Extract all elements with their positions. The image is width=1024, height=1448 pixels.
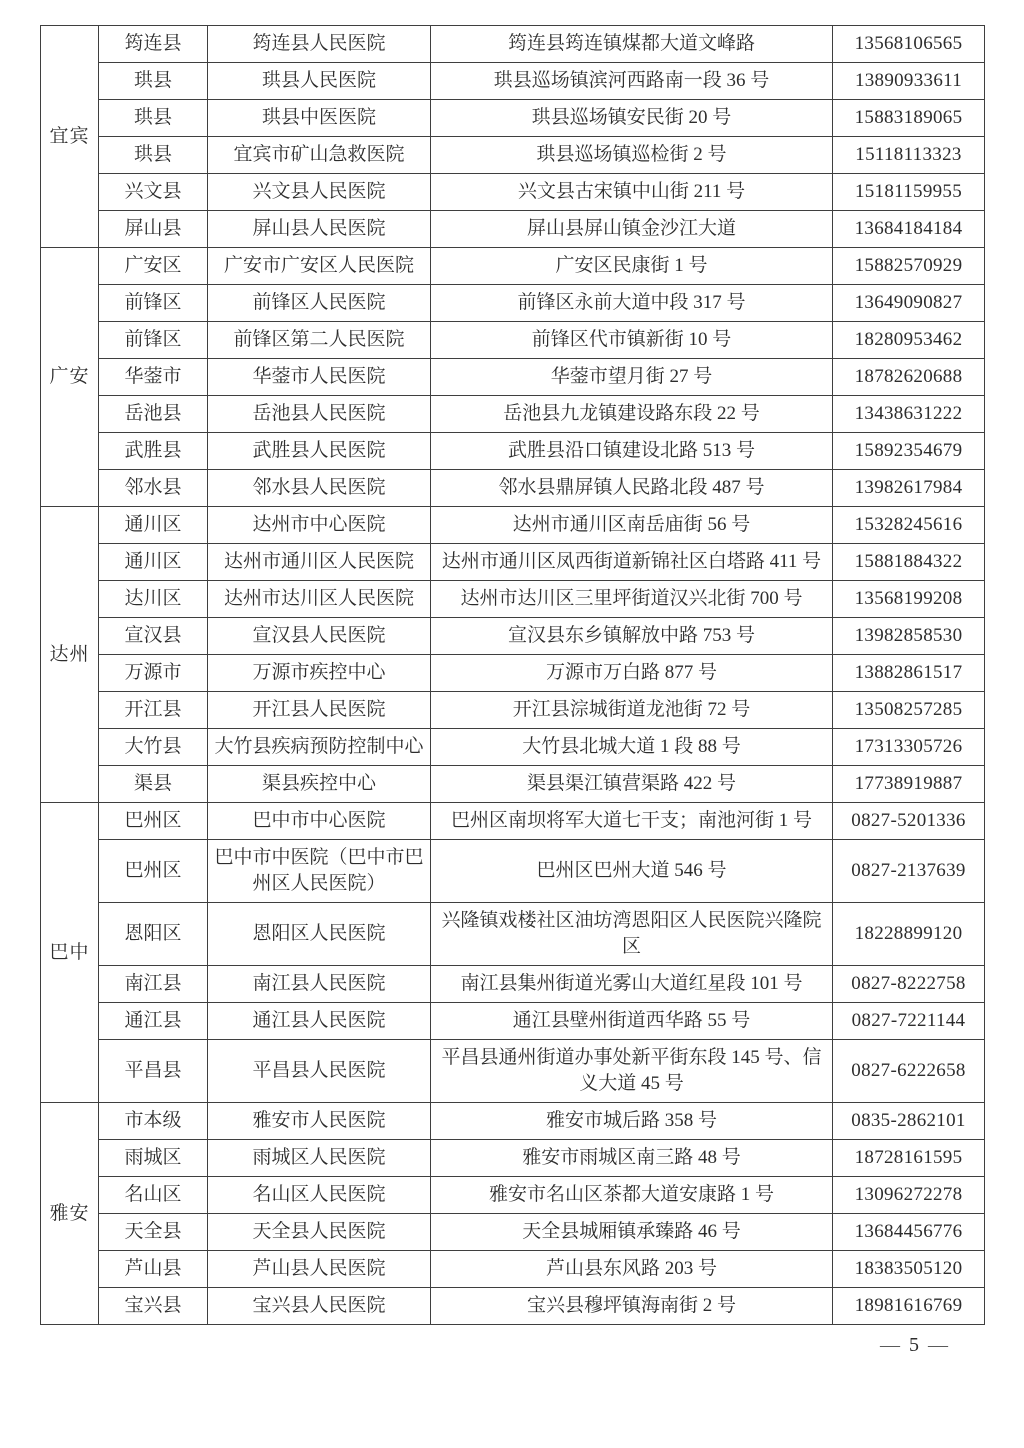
table-row <box>41 544 985 581</box>
address-cell: 巴州区南坝将军大道七干支；南池河街 1 号 <box>431 803 833 840</box>
phone-cell: 0827-2137639 <box>833 840 985 903</box>
district-cell: 屏山县 <box>99 211 208 248</box>
phone-cell: 13568199208 <box>833 581 985 618</box>
hospital-cell: 广安市广安区人民医院 <box>208 248 431 285</box>
district-cell: 通川区 <box>99 544 208 581</box>
table-row <box>41 618 985 655</box>
table-row <box>41 1177 985 1214</box>
table-row <box>41 396 985 433</box>
hospital-cell: 恩阳区人民医院 <box>208 903 431 966</box>
hospital-cell: 芦山县人民医院 <box>208 1251 431 1288</box>
table-row <box>41 1003 985 1040</box>
district-cell: 大竹县 <box>99 729 208 766</box>
district-cell: 巴州区 <box>99 803 208 840</box>
phone-cell: 17738919887 <box>833 766 985 803</box>
table-row <box>41 248 985 285</box>
hospital-cell: 前锋区第二人民医院 <box>208 322 431 359</box>
city-cell: 广安 <box>41 248 99 507</box>
phone-cell: 13684456776 <box>833 1214 985 1251</box>
phone-cell: 18728161595 <box>833 1140 985 1177</box>
district-cell: 珙县 <box>99 100 208 137</box>
hospital-contact-table <box>40 25 985 1325</box>
phone-cell: 15892354679 <box>833 433 985 470</box>
phone-cell: 13882861517 <box>833 655 985 692</box>
district-cell: 兴文县 <box>99 174 208 211</box>
phone-cell: 13438631222 <box>833 396 985 433</box>
district-cell: 宝兴县 <box>99 1288 208 1325</box>
table-row <box>41 655 985 692</box>
district-cell: 华蓥市 <box>99 359 208 396</box>
phone-cell: 18280953462 <box>833 322 985 359</box>
district-cell: 南江县 <box>99 966 208 1003</box>
hospital-cell: 达州市通川区人民医院 <box>208 544 431 581</box>
phone-cell: 13890933611 <box>833 63 985 100</box>
table-row <box>41 322 985 359</box>
hospital-cell: 平昌县人民医院 <box>208 1040 431 1103</box>
phone-cell: 13508257285 <box>833 692 985 729</box>
address-cell: 雅安市城后路 358 号 <box>431 1103 833 1140</box>
address-cell: 达州市通川区凤西街道新锦社区白塔路 411 号 <box>431 544 833 581</box>
address-cell: 渠县渠江镇营渠路 422 号 <box>431 766 833 803</box>
district-cell: 巴州区 <box>99 840 208 903</box>
address-cell: 兴文县古宋镇中山街 211 号 <box>431 174 833 211</box>
district-cell: 前锋区 <box>99 322 208 359</box>
phone-cell: 17313305726 <box>833 729 985 766</box>
district-cell: 天全县 <box>99 1214 208 1251</box>
district-cell: 珙县 <box>99 137 208 174</box>
district-cell: 宣汉县 <box>99 618 208 655</box>
address-cell: 广安区民康街 1 号 <box>431 248 833 285</box>
address-cell: 通江县壁州街道西华路 55 号 <box>431 1003 833 1040</box>
district-cell: 邻水县 <box>99 470 208 507</box>
address-cell: 万源市万白路 877 号 <box>431 655 833 692</box>
address-cell: 珙县巡场镇安民街 20 号 <box>431 100 833 137</box>
hospital-cell: 华蓥市人民医院 <box>208 359 431 396</box>
phone-cell: 0827-6222658 <box>833 1040 985 1103</box>
phone-cell: 18782620688 <box>833 359 985 396</box>
district-cell: 雨城区 <box>99 1140 208 1177</box>
address-cell: 雅安市雨城区南三路 48 号 <box>431 1140 833 1177</box>
phone-cell: 13982617984 <box>833 470 985 507</box>
hospital-cell: 雅安市人民医院 <box>208 1103 431 1140</box>
hospital-cell: 珙县人民医院 <box>208 63 431 100</box>
table-row <box>41 1103 985 1140</box>
district-cell: 芦山县 <box>99 1251 208 1288</box>
address-cell: 平昌县通州街道办事处新平街东段 145 号、信义大道 45 号 <box>431 1040 833 1103</box>
phone-cell: 15328245616 <box>833 507 985 544</box>
table-row <box>41 63 985 100</box>
hospital-cell: 渠县疾控中心 <box>208 766 431 803</box>
hospital-cell: 宜宾市矿山急救医院 <box>208 137 431 174</box>
district-cell: 市本级 <box>99 1103 208 1140</box>
hospital-cell: 宝兴县人民医院 <box>208 1288 431 1325</box>
table-row <box>41 729 985 766</box>
hospital-cell: 宣汉县人民医院 <box>208 618 431 655</box>
address-cell: 邻水县鼎屏镇人民路北段 487 号 <box>431 470 833 507</box>
district-cell: 前锋区 <box>99 285 208 322</box>
phone-cell: 15882570929 <box>833 248 985 285</box>
table-row <box>41 100 985 137</box>
city-cell: 宜宾 <box>41 26 99 248</box>
hospital-cell: 开江县人民医院 <box>208 692 431 729</box>
page-number-dash-left: — <box>880 1334 900 1356</box>
address-cell: 开江县淙城街道龙池街 72 号 <box>431 692 833 729</box>
table-row <box>41 285 985 322</box>
address-cell: 天全县城厢镇承臻路 46 号 <box>431 1214 833 1251</box>
hospital-cell: 屏山县人民医院 <box>208 211 431 248</box>
address-cell: 岳池县九龙镇建设路东段 22 号 <box>431 396 833 433</box>
district-cell: 通江县 <box>99 1003 208 1040</box>
table-row <box>41 359 985 396</box>
phone-cell: 0827-7221144 <box>833 1003 985 1040</box>
phone-cell: 0827-8222758 <box>833 966 985 1003</box>
hospital-cell: 达州市中心医院 <box>208 507 431 544</box>
phone-cell: 15118113323 <box>833 137 985 174</box>
table-row <box>41 26 985 63</box>
table-row <box>41 137 985 174</box>
phone-cell: 18228899120 <box>833 903 985 966</box>
table-row <box>41 803 985 840</box>
phone-cell: 0835-2862101 <box>833 1103 985 1140</box>
phone-cell: 13568106565 <box>833 26 985 63</box>
table-row <box>41 903 985 966</box>
phone-cell: 15883189065 <box>833 100 985 137</box>
hospital-cell: 大竹县疾病预防控制中心 <box>208 729 431 766</box>
phone-cell: 15181159955 <box>833 174 985 211</box>
address-cell: 武胜县沿口镇建设北路 513 号 <box>431 433 833 470</box>
city-cell: 雅安 <box>41 1103 99 1325</box>
district-cell: 筠连县 <box>99 26 208 63</box>
district-cell: 武胜县 <box>99 433 208 470</box>
hospital-cell: 珙县中医医院 <box>208 100 431 137</box>
address-cell: 珙县巡场镇滨河西路南一段 36 号 <box>431 63 833 100</box>
hospital-cell: 通江县人民医院 <box>208 1003 431 1040</box>
hospital-cell: 前锋区人民医院 <box>208 285 431 322</box>
table-row <box>41 433 985 470</box>
table-row <box>41 1288 985 1325</box>
district-cell: 岳池县 <box>99 396 208 433</box>
city-cell: 巴中 <box>41 803 99 1103</box>
district-cell: 平昌县 <box>99 1040 208 1103</box>
hospital-cell: 达州市达川区人民医院 <box>208 581 431 618</box>
page-number-value: 5 <box>909 1334 919 1356</box>
address-cell: 南江县集州街道光雾山大道红星段 101 号 <box>431 966 833 1003</box>
address-cell: 筠连县筠连镇煤都大道文峰路 <box>431 26 833 63</box>
table-row <box>41 211 985 248</box>
hospital-cell: 巴中市中医院（巴中市巴州区人民医院） <box>208 840 431 903</box>
hospital-cell: 名山区人民医院 <box>208 1177 431 1214</box>
page-number <box>880 1333 948 1357</box>
address-cell: 兴隆镇戏楼社区油坊湾恩阳区人民医院兴隆院区 <box>431 903 833 966</box>
address-cell: 达州市达川区三里坪街道汉兴北街 700 号 <box>431 581 833 618</box>
hospital-cell: 巴中市中心医院 <box>208 803 431 840</box>
table-row <box>41 1214 985 1251</box>
phone-cell: 0827-5201336 <box>833 803 985 840</box>
address-cell: 雅安市名山区茶都大道安康路 1 号 <box>431 1177 833 1214</box>
table-row <box>41 692 985 729</box>
address-cell: 珙县巡场镇巡检街 2 号 <box>431 137 833 174</box>
table-row <box>41 581 985 618</box>
table-row <box>41 1251 985 1288</box>
phone-cell: 18981616769 <box>833 1288 985 1325</box>
hospital-cell: 雨城区人民医院 <box>208 1140 431 1177</box>
table-row <box>41 1040 985 1103</box>
hospital-cell: 岳池县人民医院 <box>208 396 431 433</box>
address-cell: 大竹县北城大道 1 段 88 号 <box>431 729 833 766</box>
phone-cell: 13982858530 <box>833 618 985 655</box>
district-cell: 万源市 <box>99 655 208 692</box>
table-row <box>41 174 985 211</box>
district-cell: 广安区 <box>99 248 208 285</box>
hospital-cell: 邻水县人民医院 <box>208 470 431 507</box>
hospital-table-body <box>41 26 985 1325</box>
hospital-cell: 万源市疾控中心 <box>208 655 431 692</box>
phone-cell: 13649090827 <box>833 285 985 322</box>
address-cell: 芦山县东风路 203 号 <box>431 1251 833 1288</box>
phone-cell: 13684184184 <box>833 211 985 248</box>
table-row <box>41 507 985 544</box>
address-cell: 宝兴县穆坪镇海南街 2 号 <box>431 1288 833 1325</box>
district-cell: 渠县 <box>99 766 208 803</box>
table-row <box>41 470 985 507</box>
address-cell: 屏山县屏山镇金沙江大道 <box>431 211 833 248</box>
district-cell: 达川区 <box>99 581 208 618</box>
hospital-cell: 筠连县人民医院 <box>208 26 431 63</box>
hospital-cell: 兴文县人民医院 <box>208 174 431 211</box>
table-row <box>41 840 985 903</box>
table-row <box>41 766 985 803</box>
table-row <box>41 966 985 1003</box>
hospital-cell: 天全县人民医院 <box>208 1214 431 1251</box>
phone-cell: 15881884322 <box>833 544 985 581</box>
district-cell: 名山区 <box>99 1177 208 1214</box>
table-row <box>41 1140 985 1177</box>
phone-cell: 18383505120 <box>833 1251 985 1288</box>
address-cell: 前锋区代市镇新街 10 号 <box>431 322 833 359</box>
address-cell: 巴州区巴州大道 546 号 <box>431 840 833 903</box>
phone-cell: 13096272278 <box>833 1177 985 1214</box>
page-number-dash-right: — <box>928 1334 948 1356</box>
district-cell: 恩阳区 <box>99 903 208 966</box>
address-cell: 华蓥市望月街 27 号 <box>431 359 833 396</box>
address-cell: 宣汉县东乡镇解放中路 753 号 <box>431 618 833 655</box>
address-cell: 达州市通川区南岳庙街 56 号 <box>431 507 833 544</box>
hospital-cell: 武胜县人民医院 <box>208 433 431 470</box>
district-cell: 开江县 <box>99 692 208 729</box>
city-cell: 达州 <box>41 507 99 803</box>
district-cell: 通川区 <box>99 507 208 544</box>
address-cell: 前锋区永前大道中段 317 号 <box>431 285 833 322</box>
district-cell: 珙县 <box>99 63 208 100</box>
hospital-cell: 南江县人民医院 <box>208 966 431 1003</box>
